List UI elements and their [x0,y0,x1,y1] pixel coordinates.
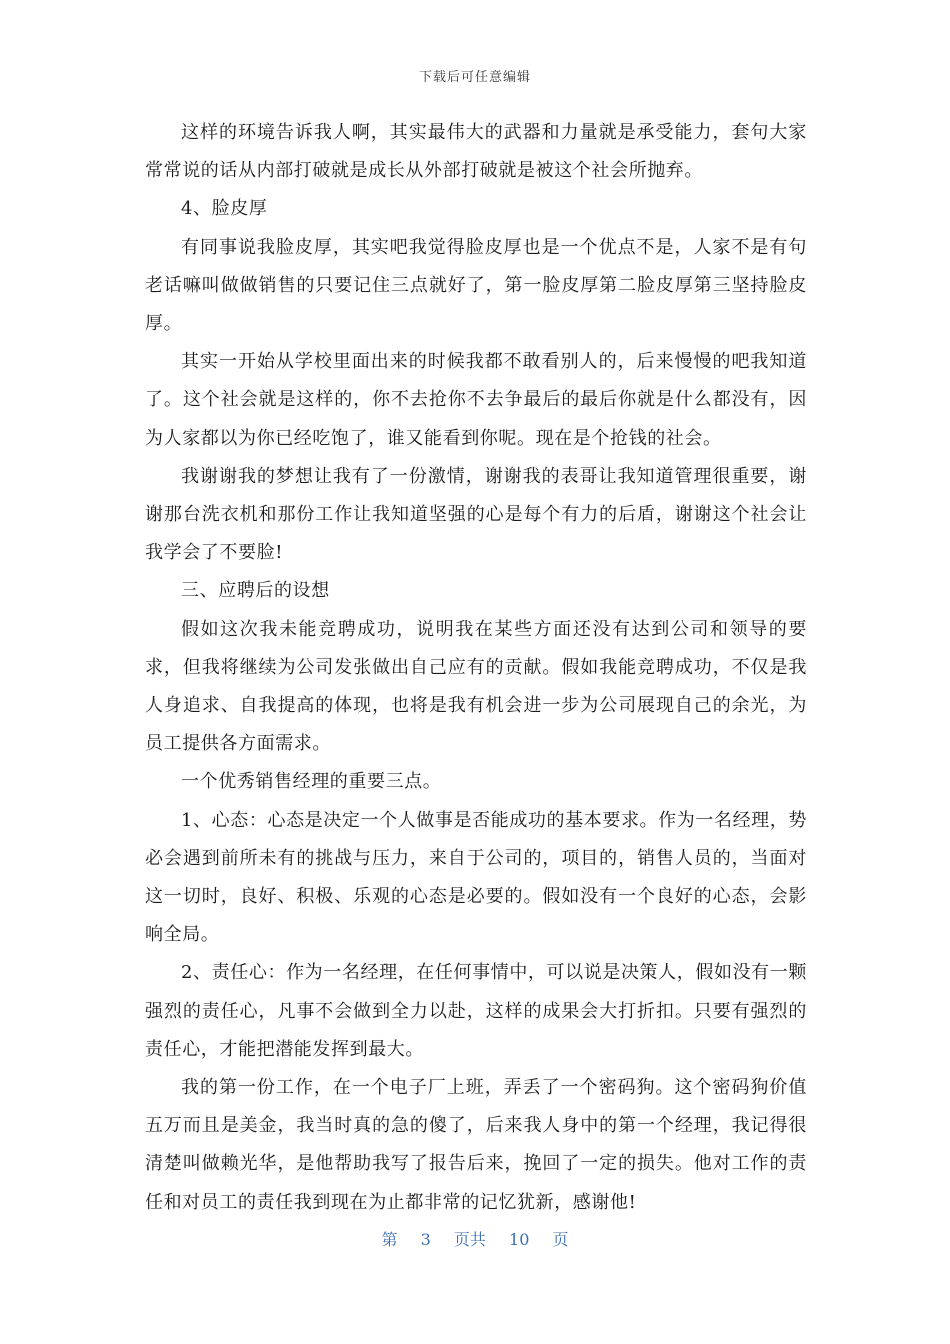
body-paragraph: 我谢谢我的梦想让我有了一份激情，谢谢我的表哥让我知道管理很重要，谢谢那台洗衣机和那份工作让我知道坚强的心是每个有力的后盾，谢谢这个社会让我学会了不要脸! [145,465,807,564]
page-label-prefix: 第 [381,1230,398,1249]
document-body [145,114,807,1222]
body-paragraph: 这样的环境告诉我人啊，其实最伟大的武器和力量就是承受能力，套句大家常常说的话从内部打破就是成长从外部打破就是被这个社会所抛弃。 [145,122,807,182]
section-heading: 一个优秀销售经理的重要三点。 [181,771,442,793]
body-paragraph: 我的第一份工作，在一个电子厂上班，弄丢了一个密码狗。这个密码狗价值五万而且是美金，我当时真的急的傻了，后来我人身中的第一个经理，我记得很清楚叫做赖光华，是他帮助我写了报告后来，挽回了一定的损失。他对工作的责任和对员工的责任我到现在为止都非常的记忆犹新，感谢他! [145,1077,807,1213]
body-paragraph: 假如这次我未能竞聘成功，说明我在某些方面还没有达到公司和领导的要求，但我将继续为公司发张做出自己应有的贡献。假如我能竞聘成功，不仅是我人身追求、自我提高的体现，也将是我有机会进一步为公司展现自己的余光，为员工提供各方面需求。 [145,618,807,755]
current-page-number: 3 [420,1230,431,1249]
body-paragraph: 1、心态：心态是决定一个人做事是否能成功的基本要求。作为一名经理，势必会遇到前所未有的挑战与压力，来自于公司的，项目的，销售人员的，当面对这一切时，良好、积极、乐观的心态是必要的。假如没有一个良好的心态，会影响全局。 [145,809,807,946]
page-label-suffix: 页 [552,1230,569,1249]
page-label-middle: 页共 [453,1230,486,1249]
page-header: 下载后可任意编辑 [418,70,531,85]
total-page-count: 10 [509,1230,530,1249]
section-heading: 三、应聘后的设想 [181,580,330,602]
body-paragraph: 其实一开始从学校里面出来的时候我都不敢看别人的，后来慢慢的吧我知道了。这个社会就是这样的，你不去抢你不去争最后的最后你就是什么都没有，因为人家都以为你已经吃饱了，谁又能看到你呢。现在是个抢钱的社会。 [145,351,807,449]
section-heading: 4、脸皮厚 [181,198,268,220]
page-footer [0,1227,950,1250]
body-paragraph: 有同事说我脸皮厚，其实吧我觉得脸皮厚也是一个优点不是，人家不是有句老话嘛叫做做销售的只要记住三点就好了，第一脸皮厚第二脸皮厚第三坚持脸皮厚。 [145,236,807,335]
body-paragraph: 2、责任心：作为一名经理，在任何事情中，可以说是决策人，假如没有一颗强烈的责任心，凡事不会做到全力以赴，这样的成果会大打折扣。只要有强烈的责任心，才能把潜能发挥到最大。 [145,962,807,1060]
